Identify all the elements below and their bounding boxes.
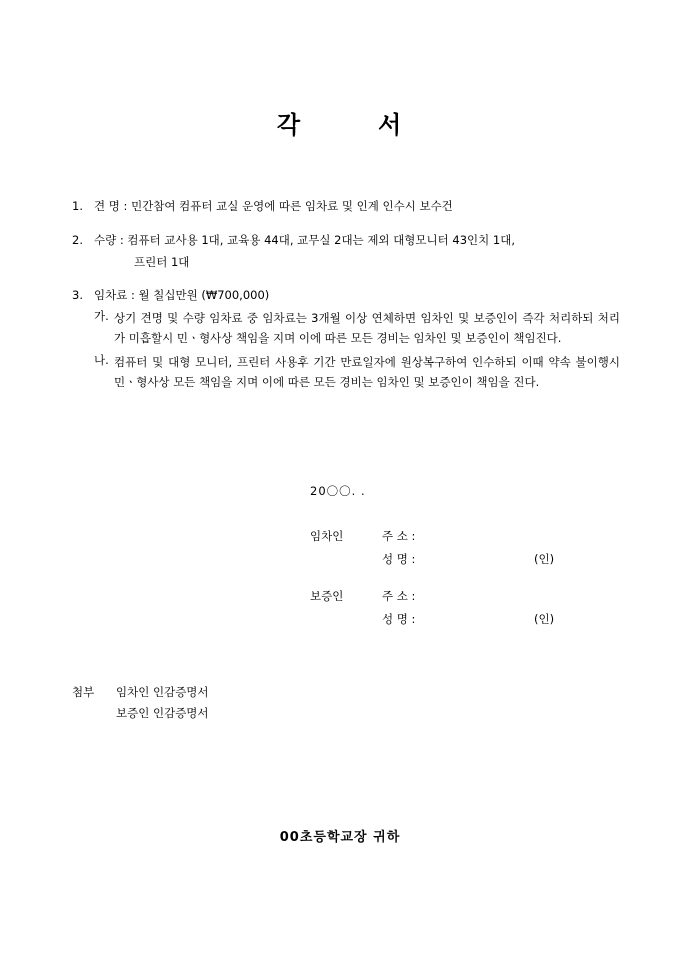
item-1-line <box>72 198 620 216</box>
attachment-item-1: 임차인 인감증명서 <box>116 685 209 699</box>
attachment-item-2: 보증인 인감증명서 <box>116 706 209 721</box>
lessee-seal-mark: (인) <box>534 552 555 566</box>
item-1-text: 민간참여 컴퓨터 교실 운영에 따른 임차료 및 인계 인수시 보수건 <box>131 199 453 213</box>
date-line: 20〇〇. . <box>310 484 366 498</box>
guarantor-role-label: 보증인 <box>310 589 344 603</box>
sub-item-na <box>72 352 620 392</box>
attachment-line-1 <box>72 682 209 703</box>
lessee-role-label: 임차인 <box>310 529 344 543</box>
page-title-left: 각 <box>276 111 302 139</box>
item-3-label: 임차료 : <box>94 288 135 303</box>
item-2-number: 2. <box>72 232 83 247</box>
item-1-number: 1. <box>72 199 83 213</box>
item-1-label: 견 명 : <box>94 199 128 213</box>
item-3-text: 월 칠십만원 (₩700,000) <box>138 288 270 303</box>
sub-item-ga-text: 상기 견명 및 수량 임차료 중 임차료는 3개월 이상 연체하면 임차인 및 보증인이 즉각 처리하되 처리가 미흡할시 민ㆍ형사상 책임을 지며 이에 따른 모든 경비는 임차인 및 보증인이 책임진다. <box>114 311 620 346</box>
item-2-line <box>72 232 620 250</box>
sub-item-na-marker: 나. <box>94 352 109 367</box>
item-3-number: 3. <box>72 288 83 303</box>
guarantor-name-label: 성 명 : <box>382 612 416 626</box>
list-item-3 <box>72 287 620 391</box>
item-2-text-line2: 프린터 1대 <box>134 254 190 269</box>
item-2-text: 컴퓨터 교사용 1대, 교육용 44대, 교무실 2대는 제외 대형모니터 43인치 1대, <box>127 232 515 247</box>
item-2-label: 수량 : <box>94 232 124 247</box>
guarantor-address-label: 주 소 : <box>382 589 416 603</box>
guarantor-name-row <box>310 608 554 631</box>
list-item-2 <box>72 232 620 272</box>
signature-block-lessee <box>310 525 554 571</box>
attachments-label: 첨부 <box>72 685 95 699</box>
lessee-name-row <box>310 548 554 571</box>
sub-item-ga <box>72 308 620 348</box>
signature-block-guarantor <box>310 585 554 631</box>
page-title-right: 서 <box>378 111 404 139</box>
guarantor-address-row <box>310 585 554 608</box>
lessee-address-row <box>310 525 554 548</box>
sub-item-na-text: 컴퓨터 및 대형 모니터, 프린터 사용후 기간 만료일자에 원상복구하여 인수하되 이때 약속 불이행시 민ㆍ형사상 모든 책임을 지며 이에 따른 모든 경비는 임차인 및 보증인이 책임을 진다. <box>114 354 620 389</box>
attachments-block <box>72 682 209 725</box>
guarantor-seal-mark: (인) <box>534 612 555 626</box>
recipient-line: 00초등학교장 귀하 <box>279 830 401 845</box>
sub-item-ga-marker: 가. <box>94 309 109 324</box>
item-3-line <box>72 287 620 305</box>
lessee-address-label: 주 소 : <box>382 529 416 543</box>
page-title <box>0 105 680 140</box>
list-item-1 <box>72 198 620 216</box>
lessee-name-label: 성 명 : <box>382 552 416 566</box>
document-body <box>72 198 620 408</box>
